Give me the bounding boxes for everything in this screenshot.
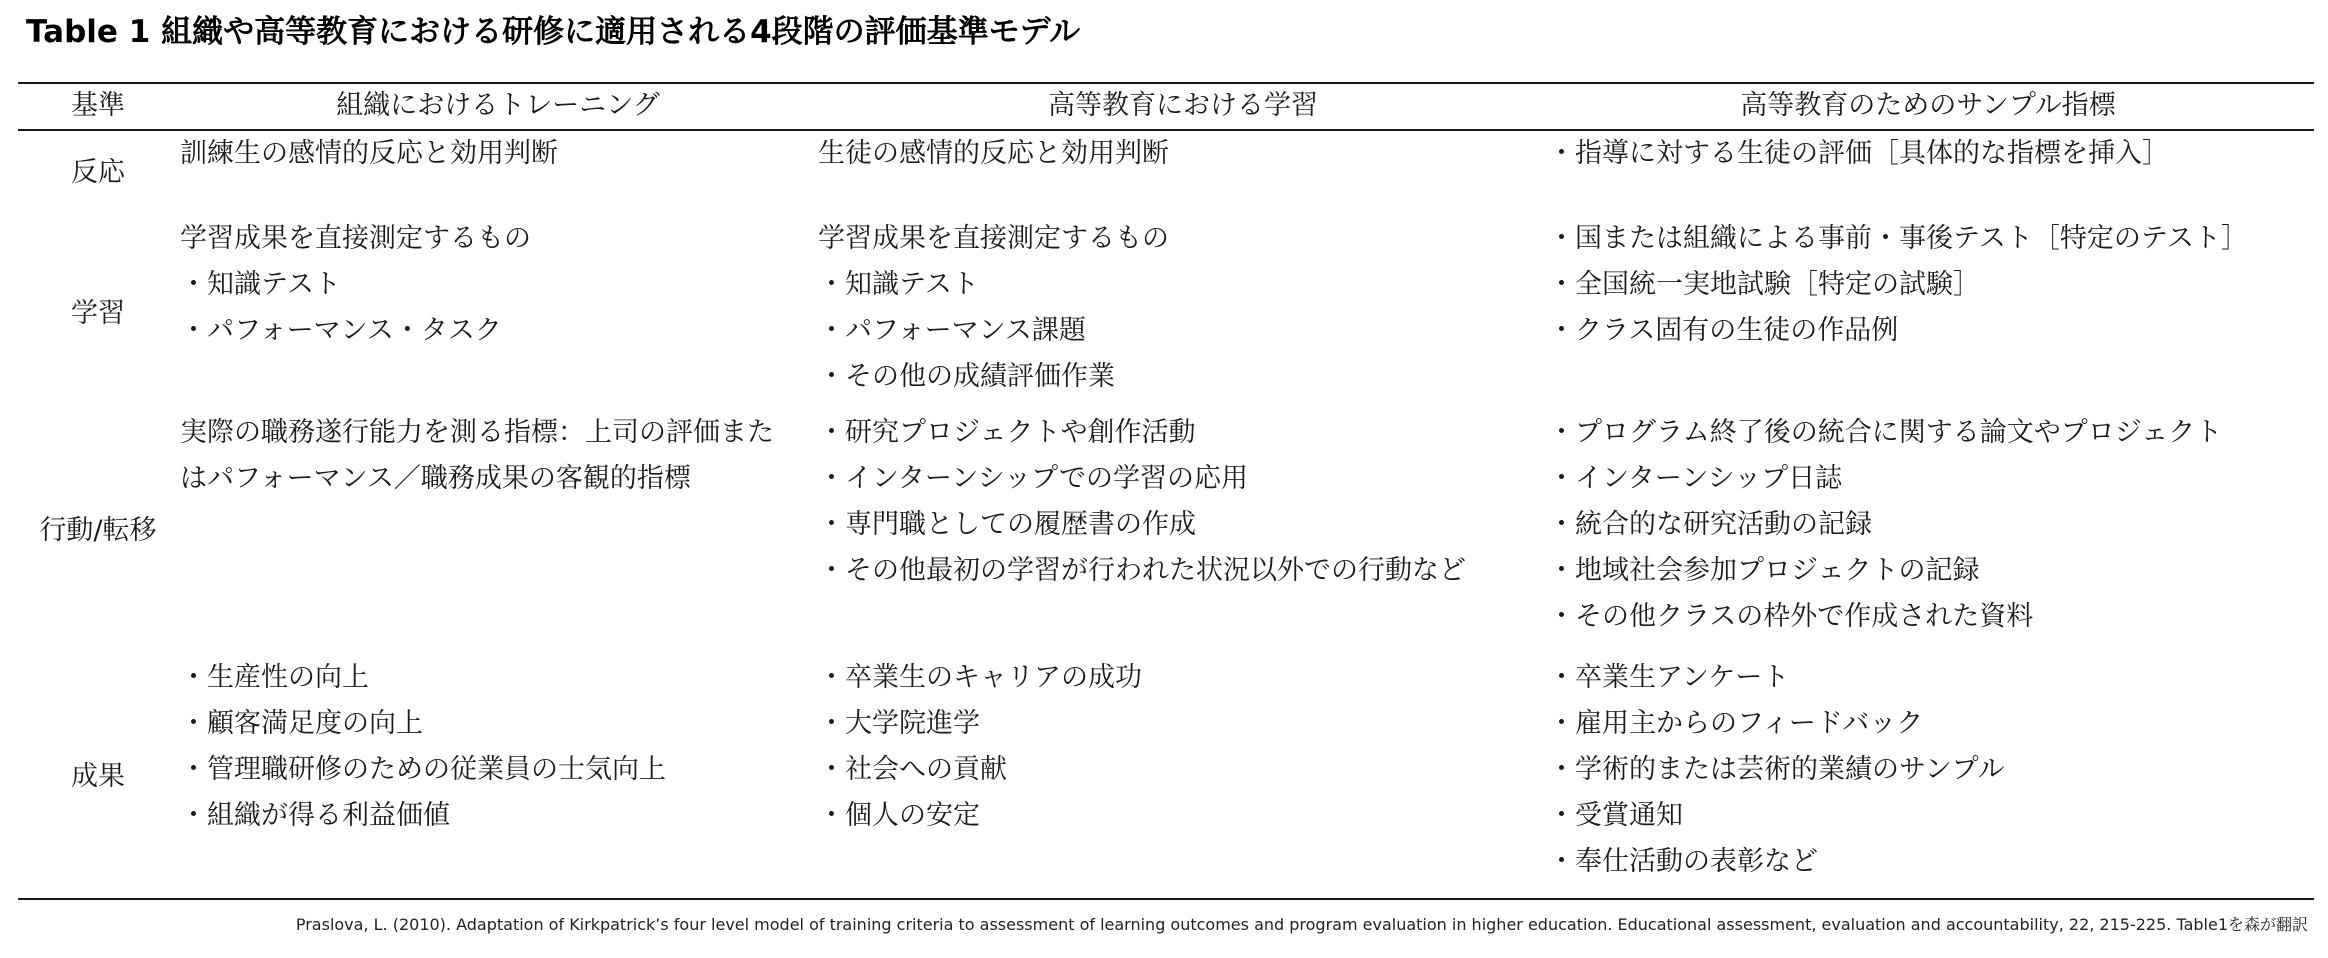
- row-learning-sample: [1548, 216, 2248, 354]
- header-sample-indicators: 高等教育のためのサンプル指標: [1740, 90, 2116, 121]
- cell-line: ・組織が得る利益価値: [180, 800, 450, 831]
- row-reaction-higher-ed: [818, 131, 1169, 177]
- cell-line: ・生産性の向上: [180, 662, 369, 693]
- cell-line: ・大学院進学: [818, 708, 980, 739]
- cell-line: ・専門職としての履歴書の作成: [818, 509, 1196, 540]
- cell-line: ・卒業生のキャリアの成功: [818, 662, 1142, 693]
- header-higher-ed-learning: 高等教育における学習: [1048, 90, 1318, 121]
- cell-line: 訓練生の感情的反応と効用判断: [180, 138, 558, 169]
- cell-line: ・その他の成績評価作業: [818, 361, 1115, 392]
- cell-line: ・パフォーマンス課題: [818, 315, 1086, 346]
- cell-line: ・学術的または芸術的業績のサンプル: [1548, 754, 2005, 785]
- cell-line: ・その他クラスの枠外で作成された資料: [1548, 601, 2034, 632]
- row-results-org: [180, 655, 666, 839]
- cell-line: ・地域社会参加プロジェクトの記録: [1548, 555, 1980, 586]
- table-title: Table 1 組織や高等教育における研修に適用される4段階の評価基準モデル: [26, 14, 1081, 50]
- row-learning-criterion: 学習: [71, 298, 125, 329]
- cell-line: ・その他最初の学習が行われた状況以外での行動など: [818, 555, 1466, 586]
- cell-line: ・奉仕活動の表彰など: [1548, 846, 1818, 877]
- row-behavior-higher-ed: [818, 410, 1466, 594]
- row-reaction-sample: [1548, 131, 2169, 177]
- cell-line: ・国または組織による事前・事後テスト［特定のテスト］: [1548, 223, 2248, 254]
- cell-line: 学習成果を直接測定するもの: [818, 223, 1169, 254]
- cell-line: ・個人の安定: [818, 800, 980, 831]
- source-citation: Praslova, L. (2010). Adaptation of Kirkpatrick’s four level model of training criteria to assessment of learning outcomes and program evaluation in higher education. Educational assessment, evaluation and accountability, 22, 215-225. Table1を森が翻訳: [295, 915, 2308, 934]
- row-behavior-sample: [1548, 410, 2222, 640]
- cell-line: ・インターンシップ日誌: [1548, 463, 1843, 494]
- cell-line: ・クラス固有の生徒の作品例: [1548, 315, 1899, 346]
- row-results-higher-ed: [818, 655, 1142, 839]
- header-criterion: 基準: [71, 90, 125, 121]
- cell-line: ・知識テスト: [818, 269, 979, 300]
- cell-line: ・雇用主からのフィードバック: [1548, 708, 1924, 739]
- row-reaction-criterion: 反応: [71, 157, 125, 188]
- cell-line: ・社会への貢献: [818, 754, 1007, 785]
- cell-line: ・全国統一実地試験［特定の試験］: [1548, 269, 1980, 300]
- cell-line: ・統合的な研究活動の記録: [1548, 509, 1872, 540]
- cell-line: ・管理職研修のための従業員の士気向上: [180, 754, 666, 785]
- row-behavior-org: [180, 410, 774, 502]
- cell-line: 生徒の感情的反応と効用判断: [818, 138, 1169, 169]
- row-reaction-org: [180, 131, 558, 177]
- header-org-training: 組織におけるトレーニング: [336, 90, 660, 121]
- cell-line: 学習成果を直接測定するもの: [180, 223, 531, 254]
- cell-line: ・知識テスト: [180, 269, 341, 300]
- row-results-sample: [1548, 655, 2005, 885]
- cell-line: ・インターンシップでの学習の応用: [818, 463, 1248, 494]
- row-behavior-criterion: 行動/転移: [39, 515, 157, 546]
- row-learning-higher-ed: [818, 216, 1169, 400]
- cell-line: ・受賞通知: [1548, 800, 1683, 831]
- cell-line: ・指導に対する生徒の評価［具体的な指標を挿入］: [1548, 138, 2169, 169]
- cell-line: ・パフォーマンス・タスク: [180, 315, 502, 346]
- cell-line: ・顧客満足度の向上: [180, 708, 423, 739]
- table-bottom-rule: [18, 898, 2314, 900]
- cell-line: ・卒業生アンケート: [1548, 662, 1790, 693]
- cell-line: ・プログラム終了後の統合に関する論文やプロジェクト: [1548, 417, 2223, 448]
- cell-line: ・研究プロジェクトや創作活動: [818, 417, 1196, 448]
- row-results-criterion: 成果: [71, 761, 125, 792]
- row-learning-org: [180, 216, 531, 354]
- cell-line: 実際の職務遂行能力を測る指標：上司の評価また: [180, 417, 774, 448]
- cell-line: はパフォーマンス／職務成果の客観的指標: [180, 463, 691, 494]
